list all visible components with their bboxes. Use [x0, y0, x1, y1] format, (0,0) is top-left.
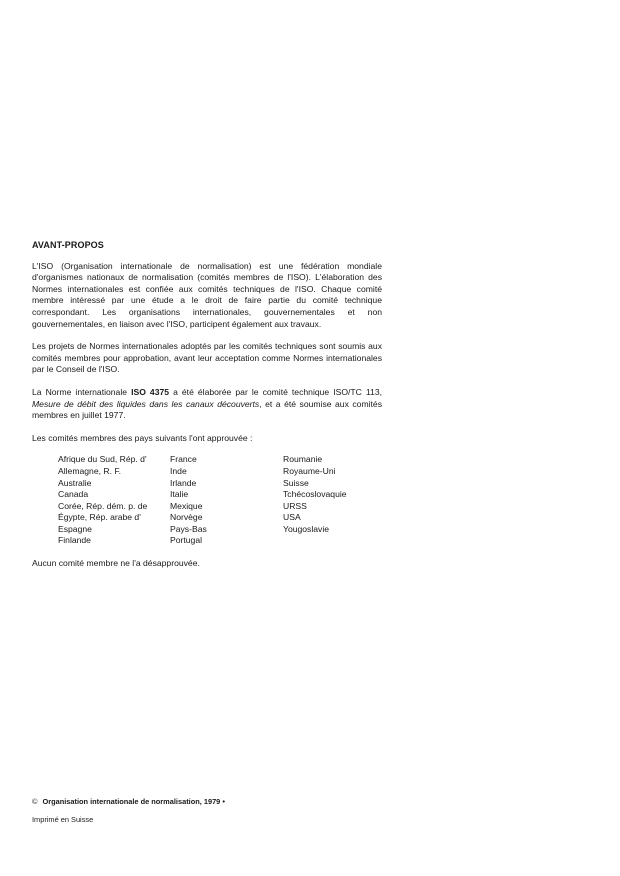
copyright-text: Organisation internationale de normalisation, 1979 •: [42, 797, 225, 806]
country-item: Pays-Bas: [170, 523, 207, 534]
country-item: Suisse: [283, 477, 309, 488]
country-column-1: [58, 454, 147, 547]
country-item: Irlande: [170, 477, 197, 488]
country-item: URSS: [283, 500, 307, 511]
paragraph-approving-members-intro: Les comités membres des pays suivants l'ont approuvée :: [32, 432, 253, 443]
country-item: Espagne: [58, 523, 92, 534]
committee-title: Mesure de débit des liquides dans les canaux découverts: [32, 398, 260, 409]
country-item: Afrique du Sud, Rép. d': [58, 454, 147, 465]
printed-in-notice: Imprimé en Suisse: [32, 815, 94, 824]
country-item: Finlande: [58, 535, 91, 546]
country-column-2: [170, 454, 207, 547]
paragraph-approval-process: Les projets de Normes internationales adoptés par les comités techniques sont soumis aux comités membres pour approbation, avant leur acceptation comme Normes internationales par le Conseil de l'ISO.: [32, 341, 382, 375]
text-segment: a été élaborée par le comité technique ISO/TC 113,: [169, 386, 383, 397]
country-item: Royaume-Uni: [283, 465, 336, 476]
text-segment: La Norme internationale: [32, 386, 132, 397]
country-item: Yougoslavie: [283, 523, 330, 534]
standard-number: ISO 4375: [131, 386, 170, 397]
country-item: Égypte, Rép. arabe d': [58, 512, 141, 523]
country-item: Canada: [58, 489, 89, 500]
country-item: Roumanie: [283, 454, 323, 465]
country-item: Inde: [170, 465, 187, 476]
country-item: Tchécoslovaquie: [283, 489, 347, 500]
country-item: Corée, Rép. dém. p. de: [58, 500, 148, 511]
paragraph-no-disapproval: Aucun comité membre ne l'a désapprouvée.: [32, 558, 200, 569]
country-item: Italie: [170, 489, 189, 500]
country-item: Mexique: [170, 500, 203, 511]
paragraph-standard-origin: [32, 387, 382, 422]
country-list: [58, 454, 382, 547]
text-segment: , et a été soumise aux comités membres en juillet 1977.: [32, 398, 382, 421]
section-heading: AVANT-PROPOS: [32, 240, 104, 250]
country-column-3: [283, 454, 347, 535]
page-footer: [32, 797, 225, 825]
foreword-section: [32, 240, 382, 581]
copyright-icon: ©: [32, 797, 38, 806]
paragraph-iso-intro: L'ISO (Organisation internationale de normalisation) est une fédération mondiale d'organismes nationaux de normalisation (comités membres de l'ISO). L'élaboration des Normes internationales est confiée aux comités techniques de l'ISO. Chaque comité membre intéressé par une étude a le droit de faire partie du comité technique correspondant. Les organisations internationales, gouvernementales et non gouvernementales, en liaison avec l'ISO, participent également aux travaux.: [32, 260, 382, 329]
country-item: France: [170, 454, 197, 465]
country-item: Portugal: [170, 535, 203, 546]
copyright-notice: [32, 797, 225, 807]
country-item: Norvège: [170, 512, 203, 523]
country-item: Allemagne, R. F.: [58, 465, 122, 476]
country-item: USA: [283, 512, 301, 523]
country-item: Australie: [58, 477, 92, 488]
